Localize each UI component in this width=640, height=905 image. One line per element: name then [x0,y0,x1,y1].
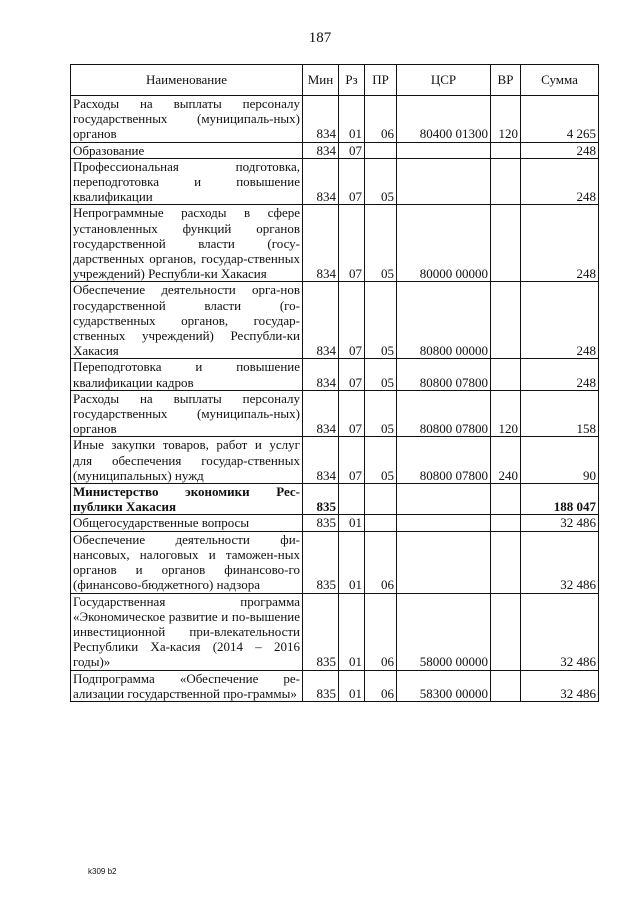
cell-csr [397,158,491,205]
cell-min: 835 [303,515,339,531]
table-row [71,515,599,531]
cell-name: Министерство экономики Рес-публики Хакасия [71,484,303,515]
cell-rz: 01 [339,593,365,670]
cell-sum: 32 486 [521,593,599,670]
table-row [71,670,599,701]
cell-csr: 58300 00000 [397,670,491,701]
column-header-sum: Сумма [521,65,599,96]
table-row [71,282,599,359]
table-row [71,205,599,282]
cell-vr [491,593,521,670]
cell-min: 835 [303,484,339,515]
cell-csr: 58000 00000 [397,593,491,670]
cell-pr: 05 [365,158,397,205]
cell-vr [491,531,521,593]
table-header-row [71,65,599,96]
cell-pr: 05 [365,390,397,437]
column-header-csr: ЦСР [397,65,491,96]
cell-csr [397,484,491,515]
cell-pr: 06 [365,670,397,701]
cell-vr: 120 [491,390,521,437]
table-row [71,142,599,158]
cell-rz: 07 [339,158,365,205]
cell-csr: 80400 01300 [397,96,491,143]
cell-min: 834 [303,158,339,205]
cell-csr: 80800 00000 [397,282,491,359]
cell-min: 834 [303,205,339,282]
cell-pr: 05 [365,437,397,484]
table-row [71,390,599,437]
cell-sum: 248 [521,142,599,158]
cell-min: 834 [303,282,339,359]
table-row [71,96,599,143]
cell-name: Общегосударственные вопросы [71,515,303,531]
cell-name: Государственная программа «Экономическое развитие и по-вышение инвестиционной при-влекательности Республики Ха-касия (2014 – 2016 годы)» [71,593,303,670]
cell-vr: 240 [491,437,521,484]
cell-name: Образование [71,142,303,158]
cell-min: 834 [303,142,339,158]
cell-name: Обеспечение деятельности фи-нансовых, налоговых и таможен-ных органов и органов финансово-го (финансово-бюджетного) надзора [71,531,303,593]
cell-min: 834 [303,96,339,143]
cell-rz: 01 [339,531,365,593]
cell-csr: 80800 07800 [397,437,491,484]
cell-vr [491,359,521,390]
cell-csr [397,531,491,593]
cell-pr [365,515,397,531]
table-row [71,531,599,593]
cell-sum: 32 486 [521,670,599,701]
cell-pr [365,484,397,515]
cell-name: Переподготовка и повышение квалификации кадров [71,359,303,390]
table-row [71,484,599,515]
cell-vr [491,515,521,531]
table-row [71,593,599,670]
cell-min: 835 [303,593,339,670]
cell-sum: 4 265 [521,96,599,143]
cell-name: Профессиональная подготовка, переподготовка и повышение квалификации [71,158,303,205]
cell-pr [365,142,397,158]
cell-pr: 06 [365,96,397,143]
cell-name: Подпрограмма «Обеспечение ре-ализации государственной про-граммы» [71,670,303,701]
cell-name: Непрограммные расходы в сфере установленных функций органов государственной власти (госу-дарственных органов, государ-ственных учреждений) Республи-ки Хакасия [71,205,303,282]
cell-min: 835 [303,531,339,593]
table-row [71,359,599,390]
cell-csr [397,515,491,531]
cell-name: Иные закупки товаров, работ и услуг для обеспечения государ-ственных (муниципальных) нужд [71,437,303,484]
column-header-rz: Рз [339,65,365,96]
column-header-name: Наименование [71,65,303,96]
cell-sum: 158 [521,390,599,437]
cell-rz: 01 [339,515,365,531]
cell-min: 834 [303,359,339,390]
cell-vr [491,282,521,359]
cell-csr: 80800 07800 [397,359,491,390]
cell-rz [339,484,365,515]
table-row [71,437,599,484]
cell-vr [491,205,521,282]
cell-rz: 07 [339,437,365,484]
column-header-pr: ПР [365,65,397,96]
column-header-min: Мин [303,65,339,96]
cell-sum: 248 [521,205,599,282]
cell-rz: 07 [339,205,365,282]
cell-vr [491,158,521,205]
cell-rz: 01 [339,96,365,143]
cell-sum: 248 [521,359,599,390]
cell-csr: 80800 07800 [397,390,491,437]
cell-vr [491,670,521,701]
table-row [71,158,599,205]
cell-rz: 01 [339,670,365,701]
cell-vr [491,484,521,515]
cell-min: 834 [303,437,339,484]
cell-sum: 32 486 [521,531,599,593]
cell-name: Обеспечение деятельности орга-нов государственной власти (го-сударственных органов, государ-ственных учреждений) Республи-ки Хакасия [71,282,303,359]
cell-rz: 07 [339,282,365,359]
cell-min: 834 [303,390,339,437]
cell-csr [397,142,491,158]
cell-sum: 248 [521,282,599,359]
cell-sum: 248 [521,158,599,205]
cell-rz: 07 [339,390,365,437]
page-number: 187 [308,30,332,46]
cell-pr: 05 [365,359,397,390]
cell-sum: 188 047 [521,484,599,515]
cell-vr [491,142,521,158]
budget-table [70,64,599,702]
cell-pr: 05 [365,282,397,359]
cell-sum: 90 [521,437,599,484]
cell-csr: 80000 00000 [397,205,491,282]
cell-pr: 05 [365,205,397,282]
table-body [71,96,599,702]
cell-name: Расходы на выплаты персоналу государственных (муниципаль-ных) органов [71,390,303,437]
column-header-vr: ВР [491,65,521,96]
cell-vr: 120 [491,96,521,143]
cell-rz: 07 [339,142,365,158]
cell-name: Расходы на выплаты персоналу государственных (муниципаль-ных) органов [71,96,303,143]
cell-rz: 07 [339,359,365,390]
cell-pr: 06 [365,531,397,593]
cell-sum: 32 486 [521,515,599,531]
cell-min: 835 [303,670,339,701]
footer-code: k309 b2 [88,867,117,876]
cell-pr: 06 [365,593,397,670]
